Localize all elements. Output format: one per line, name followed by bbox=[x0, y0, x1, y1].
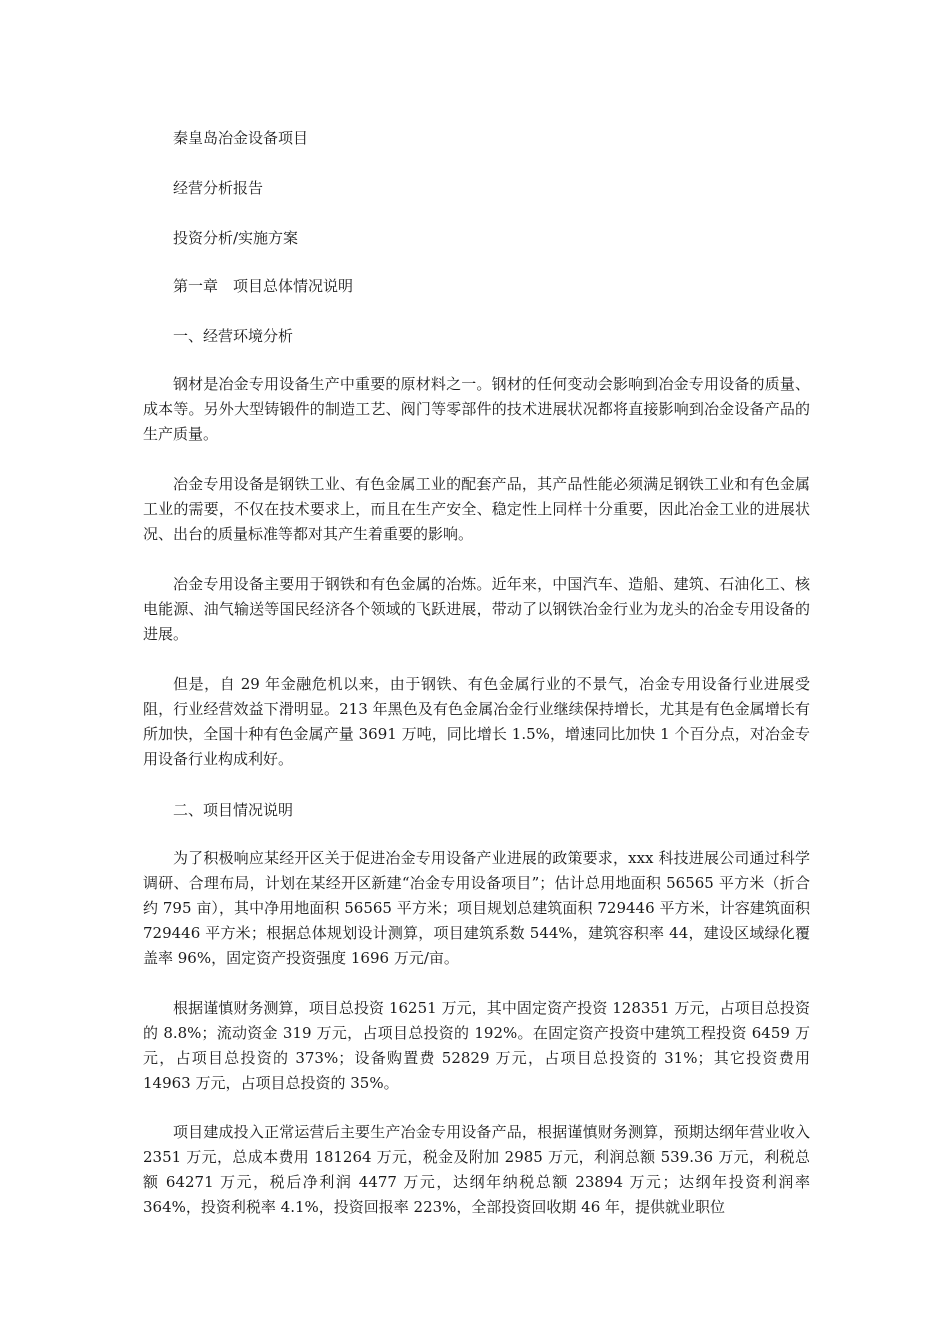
paragraph-project-plan: 为了积极响应某经开区关于促进冶金专用设备产业进展的政策要求，xxx 科技进展公司通过科学调研、合理布局，计划在某经开区新建“冶金专用设备项目”；估计总用地面积 56565 平方米（折合约 795 亩），其中净用地面积 56565 平方米；项目规划总建筑面积 729446 平方米，计容建筑面积 729446 平方米；根据总体规划设计测算，项目建筑系数 544%，建筑容积率 44，建设区域绿化覆盖率 96%，固定资产投资强度 1696 万元/亩。 bbox=[143, 849, 810, 967]
section-title-project: 二、项目情况说明 bbox=[173, 801, 294, 819]
section-title-environment: 一、经营环境分析 bbox=[173, 327, 294, 345]
paragraph-smelting-use: 冶金专用设备主要用于钢铁和有色金属的冶炼。近年来，中国汽车、造船、建筑、石油化工、核电能源、油气输送等国民经济各个领域的飞跃进展，带动了以钢铁冶金行业为龙头的冶金专用设备的进展。 bbox=[143, 575, 810, 643]
paragraph-supporting-products: 冶金专用设备是钢铁工业、有色金属工业的配套产品，其产品性能必须满足钢铁工业和有色金属工业的需要，不仅在技术要求上，而且在生产安全、稳定性上同样十分重要，因此冶金工业的进展状况、出台的质量标准等都对其产生着重要的影响。 bbox=[143, 475, 810, 543]
paragraph-steel-materials: 钢材是冶金专用设备生产中重要的原材料之一。钢材的任何变动会影响到冶金专用设备的质量、成本等。另外大型铸锻件的制造工艺、阀门等零部件的技术进展状况都将直接影响到冶金设备产品的生产质量。 bbox=[143, 375, 810, 443]
project-title: 秦皇岛冶金设备项目 bbox=[173, 129, 309, 147]
chapter-title: 第一章 项目总体情况说明 bbox=[173, 277, 354, 295]
paragraph-investment: 根据谨慎财务测算，项目总投资 16251 万元，其中固定资产投资 128351 万元，占项目总投资的 8.8%；流动资金 319 万元，占项目总投资的 192%。在固定资产投资中建筑工程投资 6459 万元，占项目总投资的 373%；设备购置费 52829 万元，占项目总投资的 31%；其它投资费用 14963 万元，占项目总投资的 35%。 bbox=[143, 999, 810, 1092]
paragraph-operations: 项目建成投入正常运营后主要生产冶金专用设备产品，根据谨慎财务测算，预期达纲年营业收入 2351 万元，总成本费用 181264 万元，税金及附加 2985 万元，利润总额 539.36 万元，利税总额 64271 万元，税后净利润 4477 万元，达纲年纳税总额 23894 万元；达纲年投资利润率 364%，投资利税率 4.1%，投资回报率 223%，全部投资回收期 46 年，提供就业职位 bbox=[143, 1123, 810, 1216]
report-title: 经营分析报告 bbox=[173, 179, 264, 197]
report-subtitle: 投资分析/实施方案 bbox=[173, 229, 299, 247]
paragraph-financial-crisis: 但是，自 29 年金融危机以来，由于钢铁、有色金属行业的不景气，冶金专用设备行业进展受阻，行业经营效益下滑明显。213 年黑色及有色金属冶金行业继续保持增长，尤其是有色金属增长有所加快，全国十种有色金属产量 3691 万吨，同比增长 1.5%，增速同比加快 1 个百分点，对冶金专用设备行业构成利好。 bbox=[143, 675, 810, 768]
